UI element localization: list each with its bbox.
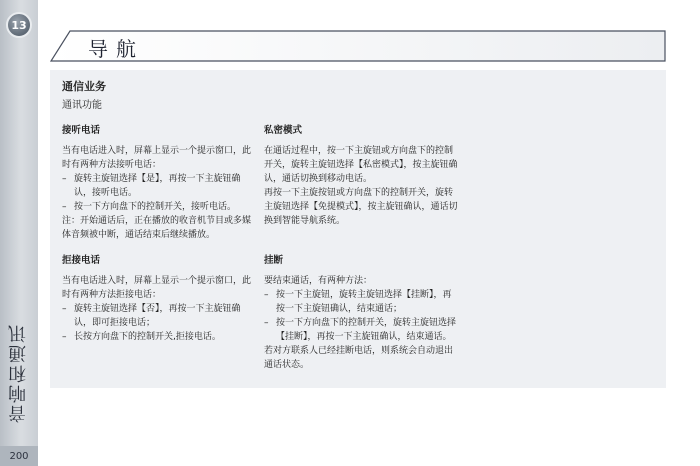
answer-heading: 接听电话	[62, 125, 101, 136]
list-item: – 按一下方向盘下的控制开关，接听电话。	[62, 202, 237, 212]
sidebar	[0, 0, 38, 466]
private-section	[264, 124, 458, 228]
list-item: – 按一下方向盘下的控制开关，旋转主旋钮选择【挂断】，再按一下主旋钮确认，结束通话。	[264, 318, 457, 342]
hangup-heading: 挂断	[264, 255, 284, 266]
private-paragraph: 再按一下主旋按钮或方向盘下的控制开关，旋转主旋钮选择【免提模式】，按主旋钮确认，通话切换到智能导航系统。	[264, 188, 458, 226]
list-item: – 长按方向盘下的控制开关,拒接电话。	[62, 332, 221, 342]
header-banner	[50, 30, 666, 62]
answer-note: 注：开始通话后，正在播放的收音机节目或多媒体音频被中断，通话结束后继续播放。	[62, 216, 252, 240]
page-title: 导航	[88, 37, 144, 61]
hangup-outro: 若对方联系人已经挂断电话，则系统会自动退出通话状态。	[264, 346, 454, 370]
service-subtitle: 通讯功能	[62, 100, 102, 111]
hangup-intro: 要结束通话，有两种方法：	[264, 276, 373, 286]
section-title: 音响和通讯	[8, 323, 29, 423]
page-number: 200	[0, 446, 38, 466]
chapter-badge: 13	[6, 12, 32, 38]
list-item: – 按一下主旋钮，旋转主旋钮选择【挂断】，再按一下主旋钮确认，结束通话；	[264, 290, 452, 314]
answer-section	[62, 124, 256, 242]
content-panel	[50, 70, 666, 388]
list-item: – 旋转主旋钮选择【否】，再按一下主旋钮确认，即可拒接电话；	[62, 304, 241, 328]
list-item: – 旋转主旋钮选择【是】，再按一下主旋钮确认，接听电话。	[62, 174, 241, 198]
private-paragraph: 在通话过程中，按一下主旋钮或方向盘下的控制开关，旋转主旋钮选择【私密模式】，按主旋钮确认，通话切换到移动电话。	[264, 146, 458, 184]
service-title: 通信业务	[62, 80, 106, 93]
reject-intro: 当有电话进入时，屏幕上显示一个提示窗口，此时有两种方法拒接电话：	[62, 276, 252, 300]
hangup-section	[264, 254, 458, 372]
answer-intro: 当有电话进入时，屏幕上显示一个提示窗口，此时有两种方法接听电话：	[62, 146, 252, 170]
reject-heading: 拒接电话	[62, 255, 101, 266]
private-heading: 私密模式	[264, 125, 303, 136]
reject-section	[62, 254, 256, 344]
